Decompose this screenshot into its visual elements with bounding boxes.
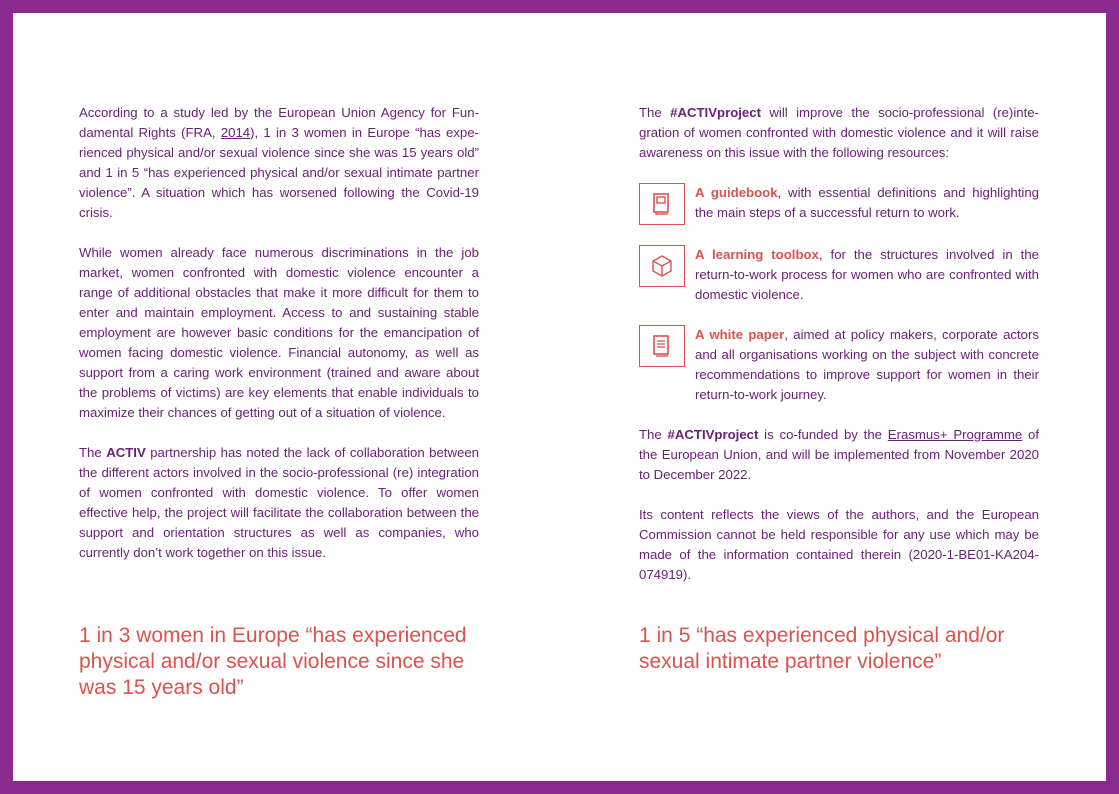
white-paper-title: A white paper [695, 327, 785, 342]
white-paper-desc: , aimed at policy makers, corporate actors and all organisations working on the subject with concrete recommendations to improve support for women in their return-to-work journey. [695, 327, 1039, 402]
book-icon [639, 183, 685, 225]
intro-text: will improve the socio-professional (re)integration of women confronted with domestic violence and it will raise awareness on this issue with the following resources: [639, 105, 1039, 160]
activ-name: ACTIV [106, 445, 146, 460]
disclaimer-paragraph: Its content reflects the views of the authors, and the European Commission cannot be held responsible for any use which may be made of the information contained therein (2020-1-BE01-KA204-074919). [639, 507, 1039, 582]
box-icon [639, 245, 685, 287]
quote-1-in-3: 1 in 3 women in Europe “has experienced physical and/or sexual violence since she was 15 years old” [79, 624, 467, 699]
project-intro-paragraph [639, 103, 1039, 163]
left-column [79, 103, 479, 583]
activproject-tag-2: #ACTIVproject [667, 427, 759, 442]
erasmus-link[interactable]: Erasmus+ Programme [887, 427, 1023, 442]
right-column [639, 103, 1039, 605]
fund-mid: is co-funded by the [758, 427, 888, 442]
fra-2014-link[interactable]: 2014 [220, 125, 251, 140]
resource-guidebook [639, 183, 1039, 225]
guidebook-title: A guidebook [695, 185, 778, 200]
fra-study-text-rest: ), 1 in 3 women in Europe “has experienced physical and/or sexual violence since she was 15 years old” and 1 in 5 “has experienced physical and/or sexual intimate partner violence”. A situation which has worsened following the Covid-19 crisis. [79, 125, 479, 220]
toolbox-text [695, 245, 1039, 305]
guidebook-text [695, 183, 1039, 223]
partnership-pre: The [79, 445, 107, 460]
fund-rest: of the European Union, and will be implemented from November 2020 to December 2022. [639, 427, 1040, 482]
partnership-paragraph [79, 443, 479, 563]
resource-toolbox [639, 245, 1039, 305]
toolbox-title: A learning toolbox [695, 247, 819, 262]
page [13, 13, 1106, 781]
intro-pre: The [639, 105, 671, 120]
white-paper-text [695, 325, 1039, 405]
fra-study-paragraph [79, 103, 479, 223]
funding-paragraph [639, 425, 1039, 485]
toolbox-desc: , for the structures involved in the return-to-work process for women who are confronted with domestic violence. [695, 247, 1039, 302]
quote-1-in-5: 1 in 5 “has experienced physical and/or sexual intimate partner violence” [639, 624, 1005, 673]
fra-study-text: According to a study led by the European Union Agency for Fundamental Rights (FRA, [79, 105, 479, 140]
fund-pre: The [639, 427, 668, 442]
guidebook-desc: , with essential definitions and highlighting the main steps of a successful return to work. [695, 185, 1039, 220]
resource-white-paper [639, 325, 1039, 405]
document-icon [639, 325, 685, 367]
activproject-tag: #ACTIVproject [670, 105, 761, 120]
partnership-text: partnership has noted the lack of collaboration between the different actors involved in the socio-professional (re) integration of women confronted with domestic violence. To offer women effective help, the project will facilitate the collaboration between the support and orientation structures as well as companies, who currently don’t work together on this issue. [79, 445, 479, 560]
discrimination-paragraph: While women already face numerous discriminations in the job market, women confronted with domestic violence encounter a range of additional obstacles that make it more difficult for them to enter and maintain employment. Access to and sustaining stable employment are however basic conditions for the emancipation of women facing domestic violence. Financial autonomy, as well as support from a caring work environment (trained and aware about the problems of victims) are key elements that enable individuals to maximize their chances of getting out of a situation of violence. [79, 245, 479, 420]
